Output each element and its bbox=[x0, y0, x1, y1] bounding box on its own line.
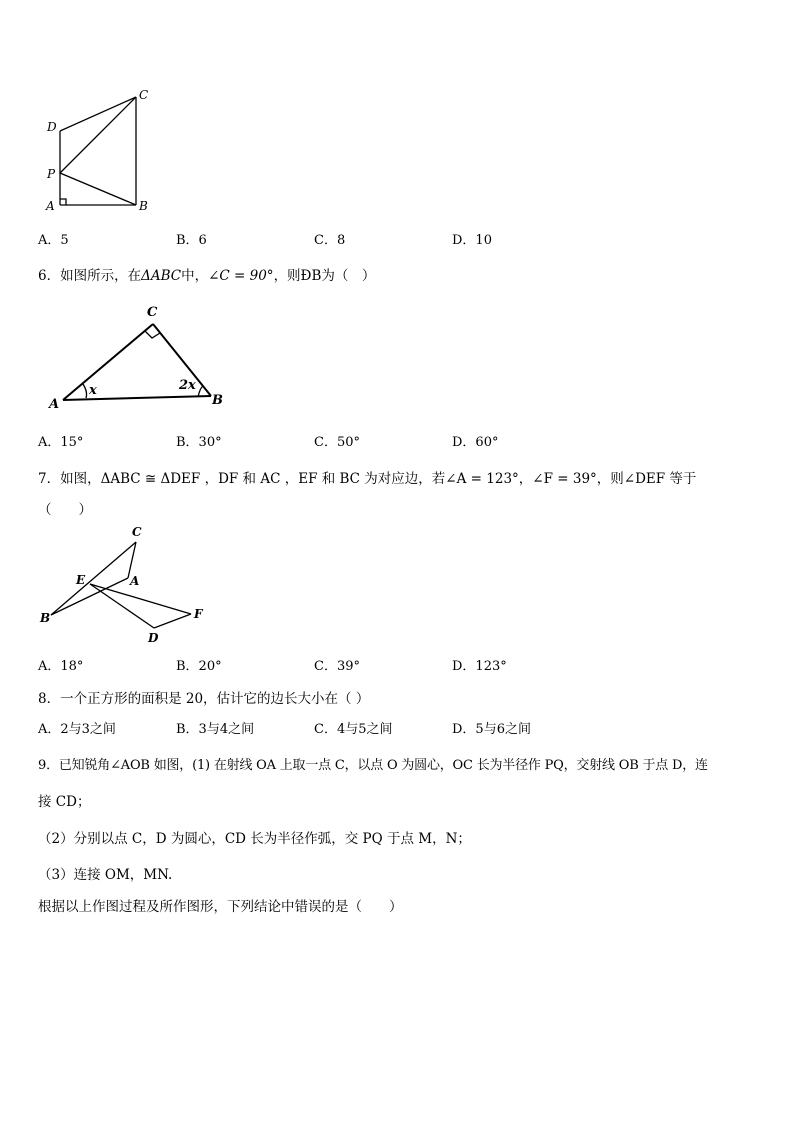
label-c: C bbox=[147, 305, 158, 320]
q6-prefix: 6．如图所示，在 bbox=[38, 268, 142, 284]
label-d: D bbox=[148, 631, 159, 645]
q7-line-1: 7．如图，ΔABC ≅ ΔDEF ，DF 和 AC ，EF 和 BC 为对应边，若∠A = 123°，∠F = 39°，则∠DEF 等于 bbox=[38, 471, 697, 487]
q6-triangle: ΔABC bbox=[141, 268, 182, 284]
label-d: D bbox=[47, 120, 57, 134]
q7-option-a[interactable]: A．18° bbox=[38, 659, 84, 674]
q6-angle: ∠C = 90° bbox=[208, 268, 274, 284]
figure-q5-quadrilateral bbox=[40, 85, 160, 215]
label-b: B bbox=[212, 393, 223, 408]
q6-option-a[interactable]: A．15° bbox=[38, 435, 84, 450]
q7-option-d[interactable]: D．123° bbox=[452, 659, 507, 674]
q5-option-c[interactable]: C．8 bbox=[314, 233, 346, 248]
label-b: B bbox=[139, 199, 148, 213]
q6-option-c[interactable]: C．50° bbox=[314, 435, 360, 450]
label-a: A bbox=[49, 397, 60, 412]
q6-question bbox=[38, 264, 375, 284]
q6-option-b[interactable]: B．30° bbox=[176, 435, 222, 450]
q8-option-d[interactable]: D．5与6之间 bbox=[452, 722, 531, 737]
label-a: A bbox=[130, 574, 140, 588]
q6-mid: 中， bbox=[181, 268, 209, 284]
q5-option-d[interactable]: D．10 bbox=[452, 233, 492, 248]
label-c: C bbox=[139, 88, 149, 102]
q6-suffix: ，则ÐB为（ ） bbox=[273, 268, 376, 284]
q8-question: 8．一个正方形的面积是 20，估计它的边长大小在（ ） bbox=[38, 691, 370, 707]
angle-label-2x: 2x bbox=[179, 378, 196, 393]
label-b: B bbox=[40, 611, 51, 625]
q7-option-c[interactable]: C．39° bbox=[314, 659, 360, 674]
q8-option-b[interactable]: B．3与4之间 bbox=[176, 722, 255, 737]
q8-option-a[interactable]: A．2与3之间 bbox=[38, 722, 116, 737]
q8-option-c[interactable]: C．4与5之间 bbox=[314, 722, 393, 737]
figure-q7-congruent-triangles bbox=[36, 522, 216, 647]
q7-line-2: （ ） bbox=[38, 502, 92, 518]
q9-line-2: 接 CD； bbox=[38, 794, 91, 810]
q6-option-d[interactable]: D．60° bbox=[452, 435, 499, 450]
angle-label-x: x bbox=[89, 383, 97, 398]
label-a: A bbox=[46, 199, 55, 213]
q5-option-a[interactable]: A．5 bbox=[38, 233, 69, 248]
q9-line-3: （2）分别以点 C，D 为圆心，CD 长为半径作弧，交 PQ 于点 M，N； bbox=[38, 831, 471, 847]
figure-q6-right-triangle bbox=[40, 300, 240, 412]
q7-option-b[interactable]: B．20° bbox=[176, 659, 222, 674]
label-e: E bbox=[76, 573, 86, 587]
label-p: P bbox=[47, 167, 56, 181]
q9-line-1: 9．已知锐角∠AOB 如图，(1) 在射线 OA 上取一点 C，以点 O 为圆心，OC 长为半径作 PQ，交射线 OB 于点 D，连 bbox=[38, 758, 708, 773]
q5-option-b[interactable]: B．6 bbox=[176, 233, 207, 248]
label-c: C bbox=[132, 525, 142, 539]
q9-line-5: 根据以上作图过程及所作图形，下列结论中错误的是（ ） bbox=[38, 899, 403, 915]
label-f: F bbox=[194, 607, 203, 621]
q9-line-4: （3）连接 OM，MN. bbox=[38, 867, 173, 883]
